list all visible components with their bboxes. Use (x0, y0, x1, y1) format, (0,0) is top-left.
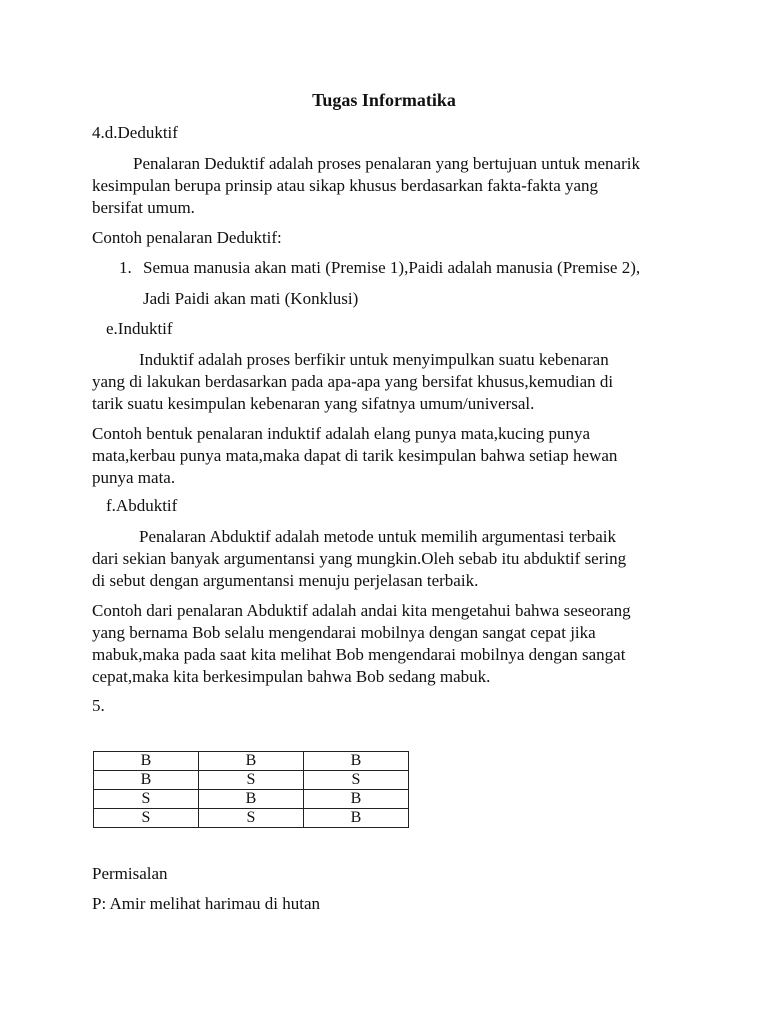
section-number-five: 5. (92, 696, 105, 715)
table-cell: B (304, 790, 409, 809)
table-cell: S (199, 771, 304, 790)
paragraph-abduktif-line-1: Penalaran Abduktif adalah metode untuk memilih argumentasi terbaik (139, 527, 616, 546)
heading-abduktif: f.Abduktif (106, 496, 178, 515)
table-cell: B (199, 752, 304, 771)
table-cell: B (304, 752, 409, 771)
paragraph-contoh-induktif-line-1: Contoh bentuk penalaran induktif adalah elang punya mata,kucing punya (92, 424, 591, 443)
table-row (94, 752, 409, 771)
truth-table (93, 751, 409, 828)
table-cell: S (94, 809, 199, 828)
p-statement: P: Amir melihat harimau di hutan (92, 894, 321, 913)
heading-deduktif: 4.d.Deduktif (92, 123, 178, 142)
paragraph-contoh-abduktif-line-2: yang bernama Bob selalu mengendarai mobilnya dengan sangat cepat jika (92, 623, 596, 642)
table-row (94, 809, 409, 828)
table-cell: S (304, 771, 409, 790)
list-number: 1. (119, 258, 132, 277)
paragraph-deduktif-line-3: bersifat umum. (92, 198, 195, 217)
table-cell: S (199, 809, 304, 828)
table-row (94, 790, 409, 809)
list-item-line-2: Jadi Paidi akan mati (Konklusi) (143, 289, 359, 308)
table-cell: B (199, 790, 304, 809)
paragraph-contoh-abduktif-line-3: mabuk,maka pada saat kita melihat Bob mengendarai mobilnya dengan sangat (92, 645, 626, 664)
paragraph-contoh-induktif-line-3: punya mata. (92, 468, 176, 487)
paragraph-contoh-abduktif-line-4: cepat,maka kita berkesimpulan bahwa Bob sedang mabuk. (92, 667, 491, 686)
paragraph-induktif-line-2: yang di lakukan berdasarkan pada apa-apa yang bersifat khusus,kemudian di (92, 372, 614, 391)
table-cell: B (304, 809, 409, 828)
paragraph-contoh-induktif-line-2: mata,kerbau punya mata,maka dapat di tarik kesimpulan bahwa setiap hewan (92, 446, 618, 465)
table-row (94, 771, 409, 790)
table-cell: S (94, 790, 199, 809)
permisalan-label: Permisalan (92, 864, 168, 883)
heading-induktif: e.Induktif (106, 319, 173, 338)
paragraph-deduktif-line-2: kesimpulan berupa prinsip atau sikap khusus berdasarkan fakta-fakta yang (92, 176, 599, 195)
paragraph-abduktif-line-2: dari sekian banyak argumentansi yang mungkin.Oleh sebab itu abduktif sering (92, 549, 627, 568)
page-title: Tugas Informatika (312, 90, 456, 110)
paragraph-induktif-line-1: Induktif adalah proses berfikir untuk menyimpulkan suatu kebenaran (139, 350, 609, 369)
heading-contoh-deduktif: Contoh penalaran Deduktif: (92, 228, 282, 247)
paragraph-contoh-abduktif-line-1: Contoh dari penalaran Abduktif adalah andai kita mengetahui bahwa seseorang (92, 601, 631, 620)
paragraph-deduktif-line-1: Penalaran Deduktif adalah proses penalaran yang bertujuan untuk menarik (133, 154, 640, 173)
paragraph-induktif-line-3: tarik suatu kesimpulan kebenaran yang sifatnya umum/universal. (92, 394, 535, 413)
table-cell: B (94, 771, 199, 790)
list-item-line-1: Semua manusia akan mati (Premise 1),Paidi adalah manusia (Premise 2), (143, 258, 641, 277)
paragraph-abduktif-line-3: di sebut dengan argumentansi menuju perjelasan terbaik. (92, 571, 479, 590)
table-cell: B (94, 752, 199, 771)
